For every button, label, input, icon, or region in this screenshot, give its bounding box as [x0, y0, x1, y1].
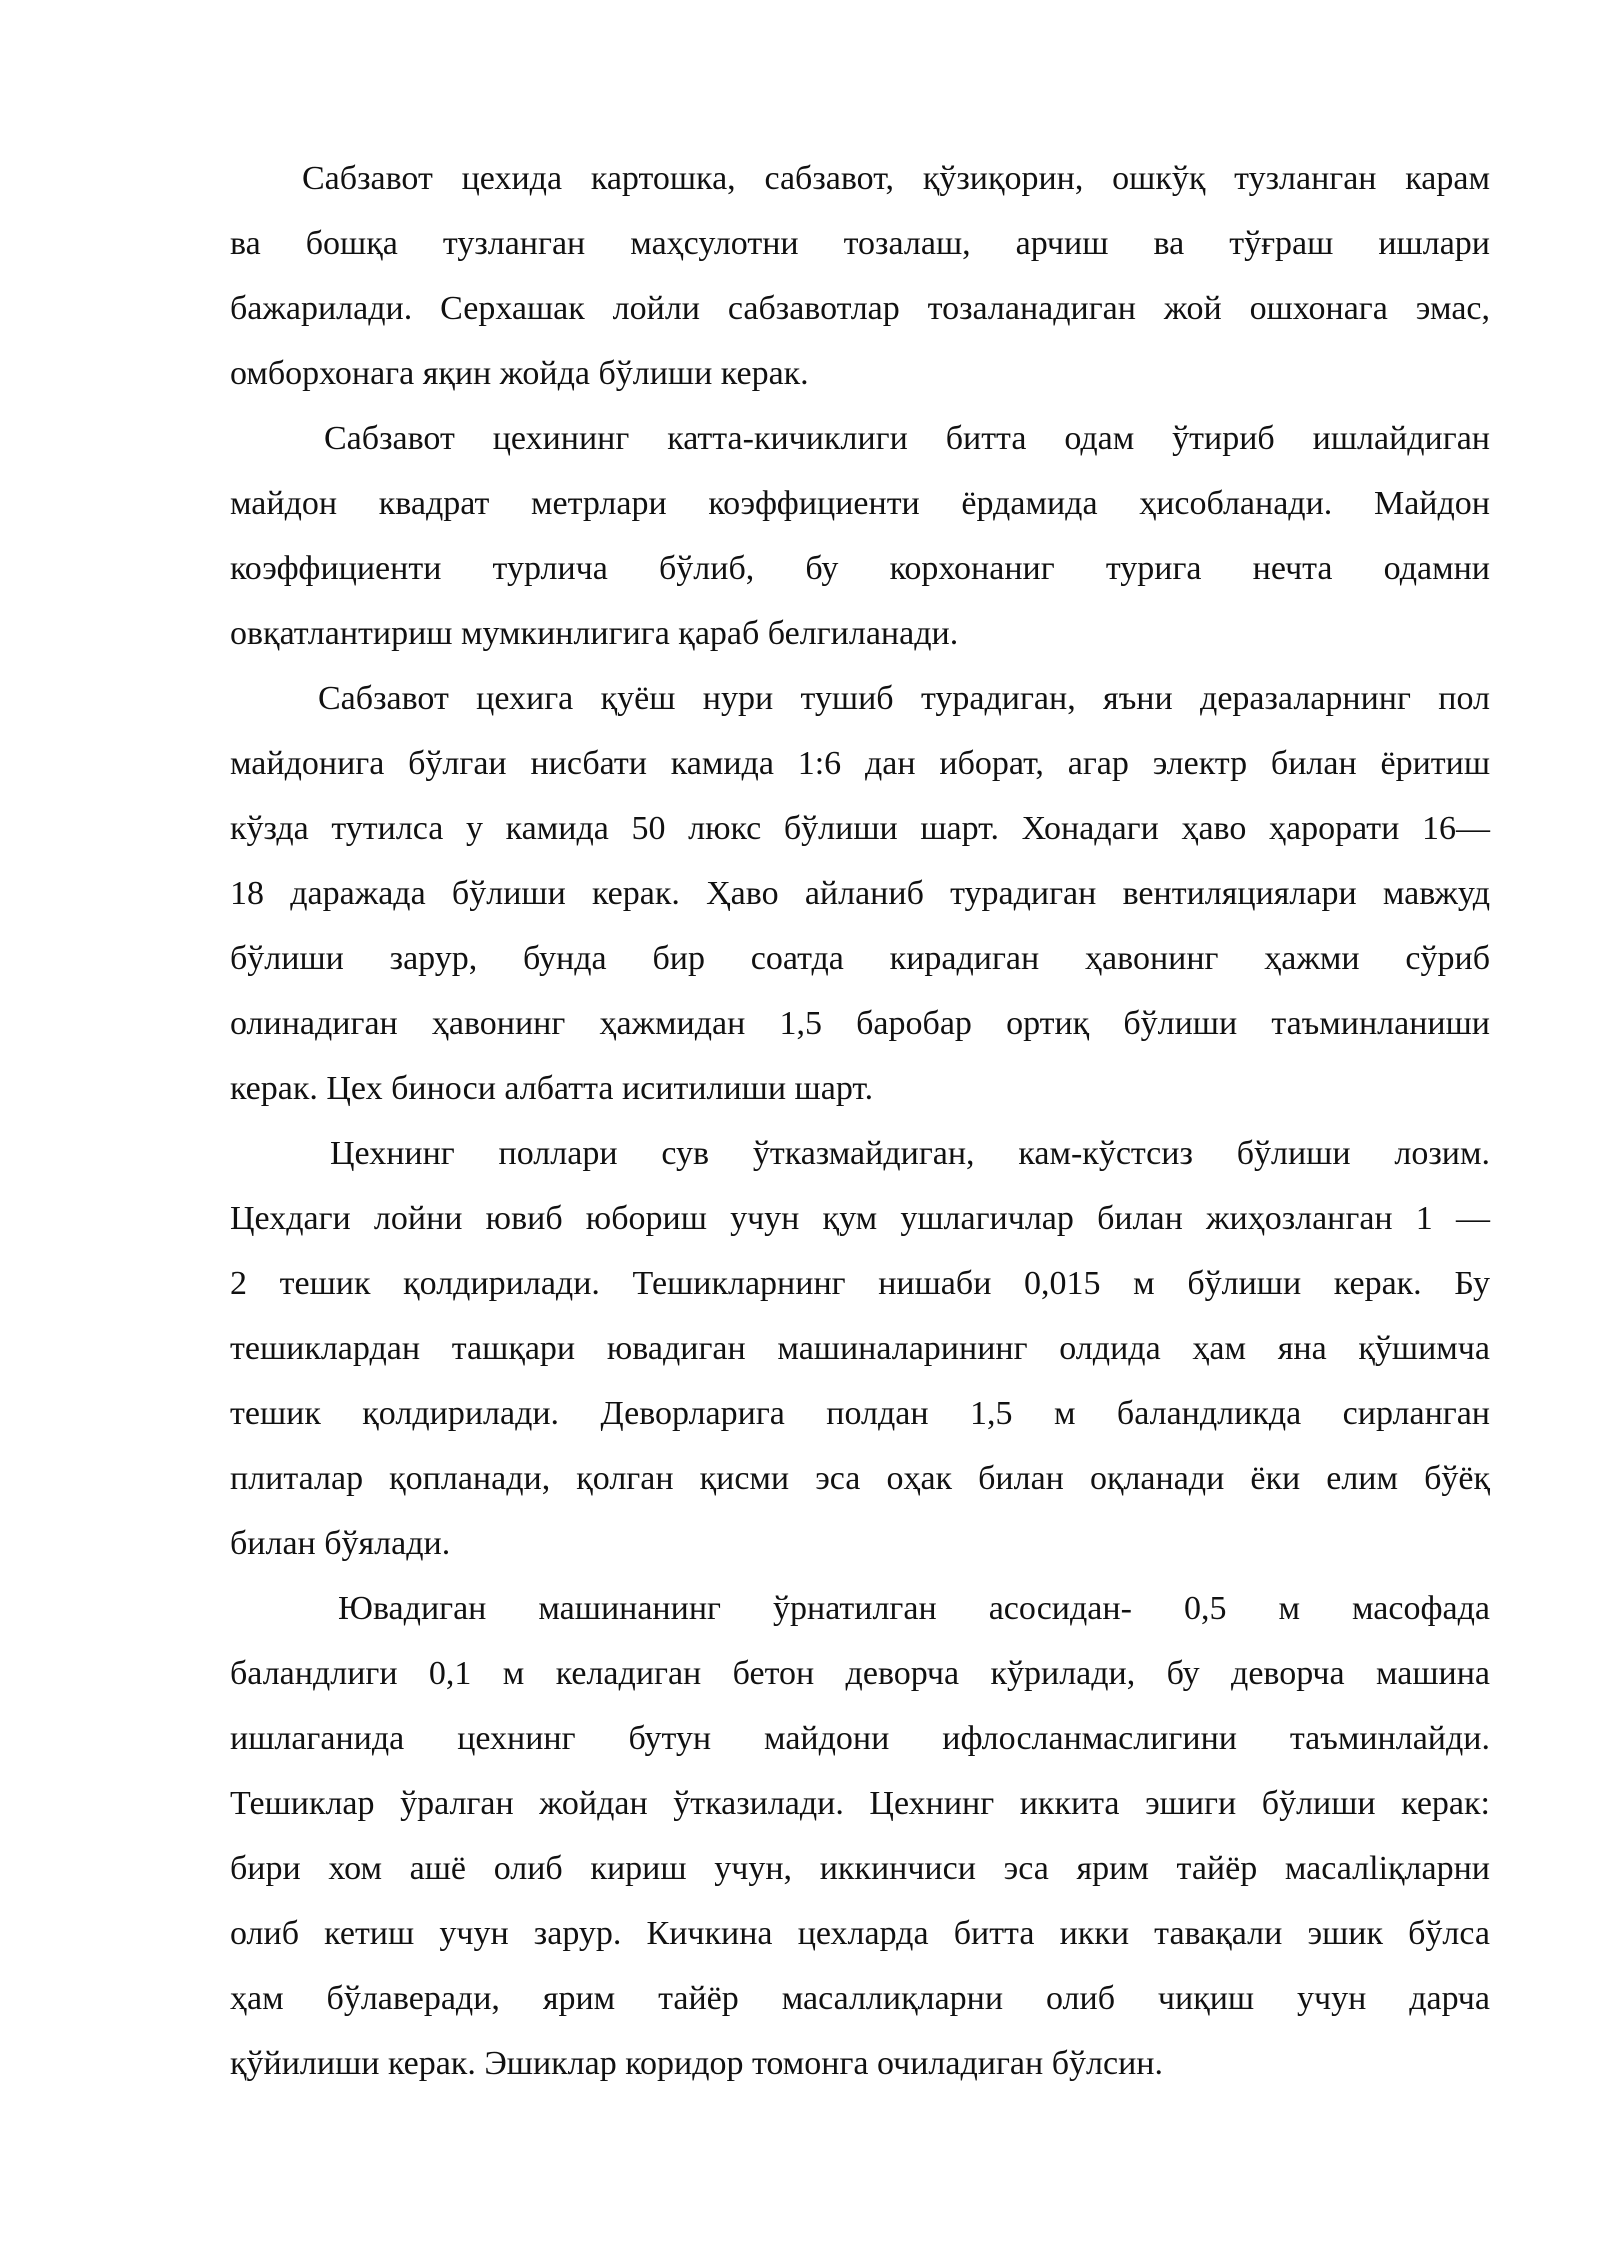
text-line: 2 тешик қолдирилади. Тешикларнинг нишаби 0,015 м бўлиши керак. Бу [230, 1265, 1490, 1302]
text-line: қўйилиши керак. Эшиклар коридор томонга очиладиган бўлсин. [230, 2045, 1163, 2082]
document-body [230, 146, 1490, 2096]
text-line: ва бошқа тузланган маҳсулотни тозалаш, арчиш ва тўғраш ишлари [230, 225, 1490, 262]
text-line: билан бўялади. [230, 1525, 451, 1562]
text-line: овқатлантириш мумкинлигига қараб белгиланади. [230, 615, 959, 652]
paragraph-2 [230, 406, 1490, 666]
text-line: олинадиган ҳавонинг ҳажмидан 1,5 баробар ортиқ бўлиши таъминланиши [230, 1005, 1490, 1042]
text-line: Цехнинг поллари сув ўтказмайдиган, кам-кўстсиз бўлиши лозим. [330, 1135, 1490, 1172]
text-line: баландлиги 0,1 м келадиган бетон деворча кўрилади, бу деворча машина [230, 1655, 1490, 1692]
text-line: плиталар қопланади, қолган қисми эса оҳак билан оқланади ёки елим бўёқ [230, 1460, 1490, 1497]
text-line: 18 даражада бўлиши керак. Ҳаво айланиб турадиган вентиляциялари мавжуд [230, 875, 1490, 912]
text-line: бажарилади. Серхашак лойли сабзавотлар тозаланадиган жой ошхонага эмас, [230, 290, 1490, 327]
paragraph-5 [230, 1576, 1490, 2096]
text-line: бўлиши зарур, бунда бир соатда кирадиган ҳавонинг ҳажми сўриб [230, 940, 1490, 977]
text-line: Сабзавот цехининг катта-кичиклиги битта одам ўтириб ишлайдиган [324, 420, 1490, 457]
text-line: тешиклардан ташқари ювадиган машиналарининг олдида ҳам яна қўшимча [230, 1330, 1490, 1367]
text-line: керак. Цех биноси албатта иситилиши шарт. [230, 1070, 874, 1107]
text-line: Тешиклар ўралган жойдан ўтказилади. Цехнинг иккита эшиги бўлиши керак: [230, 1785, 1490, 1822]
text-line: Сабзавот цехига қуёш нури тушиб турадиган, яъни деразаларнинг пол [318, 680, 1490, 717]
text-line: ишлаганида цехнинг бутун майдони ифлосланмаслигини таъминлайди. [230, 1720, 1490, 1757]
text-line: майдонига бўлгаи нисбати камида 1:6 дан иборат, агар электр билан ёритиш [230, 745, 1490, 782]
paragraph-3 [230, 666, 1490, 1121]
text-line: майдон квадрат метрлари коэффициенти ёрдамида ҳисобланади. Майдон [230, 485, 1490, 522]
text-line: тешик қолдирилади. Деворларига полдан 1,5 м баландликда сирланган [230, 1395, 1490, 1432]
paragraph-1 [230, 146, 1490, 406]
paragraph-4 [230, 1121, 1490, 1576]
text-line: кўзда тутилса у камида 50 люкс бўлиши шарт. Хонадаги ҳаво ҳарорати 16— [230, 810, 1490, 847]
text-line: Сабзавот цехида картошка, сабзавот, қўзиқорин, ошкўқ тузланган карам [302, 160, 1490, 197]
text-line: бири хом ашё олиб кириш учун, иккинчиси эса ярим тайёр масалliқларни [230, 1850, 1490, 1887]
text-line: ҳам бўлаверади, ярим тайёр масаллиқларни олиб чиқиш учун дарча [230, 1980, 1490, 2017]
text-line: олиб кетиш учун зарур. Кичкина цехларда битта икки тавақали эшик бўлса [230, 1915, 1490, 1952]
text-line: омборхонага яқин жойда бўлиши керак. [230, 355, 809, 392]
text-line: коэффициенти турлича бўлиб, бу корхонаниг турига нечта одамни [230, 550, 1490, 587]
text-line: Цехдаги лойни ювиб юбориш учун қум ушлагичлар билан жиҳозланган 1 — [230, 1200, 1490, 1237]
text-line: Ювадиган машинанинг ўрнатилган асосидан- 0,5 м масофада [338, 1590, 1490, 1627]
